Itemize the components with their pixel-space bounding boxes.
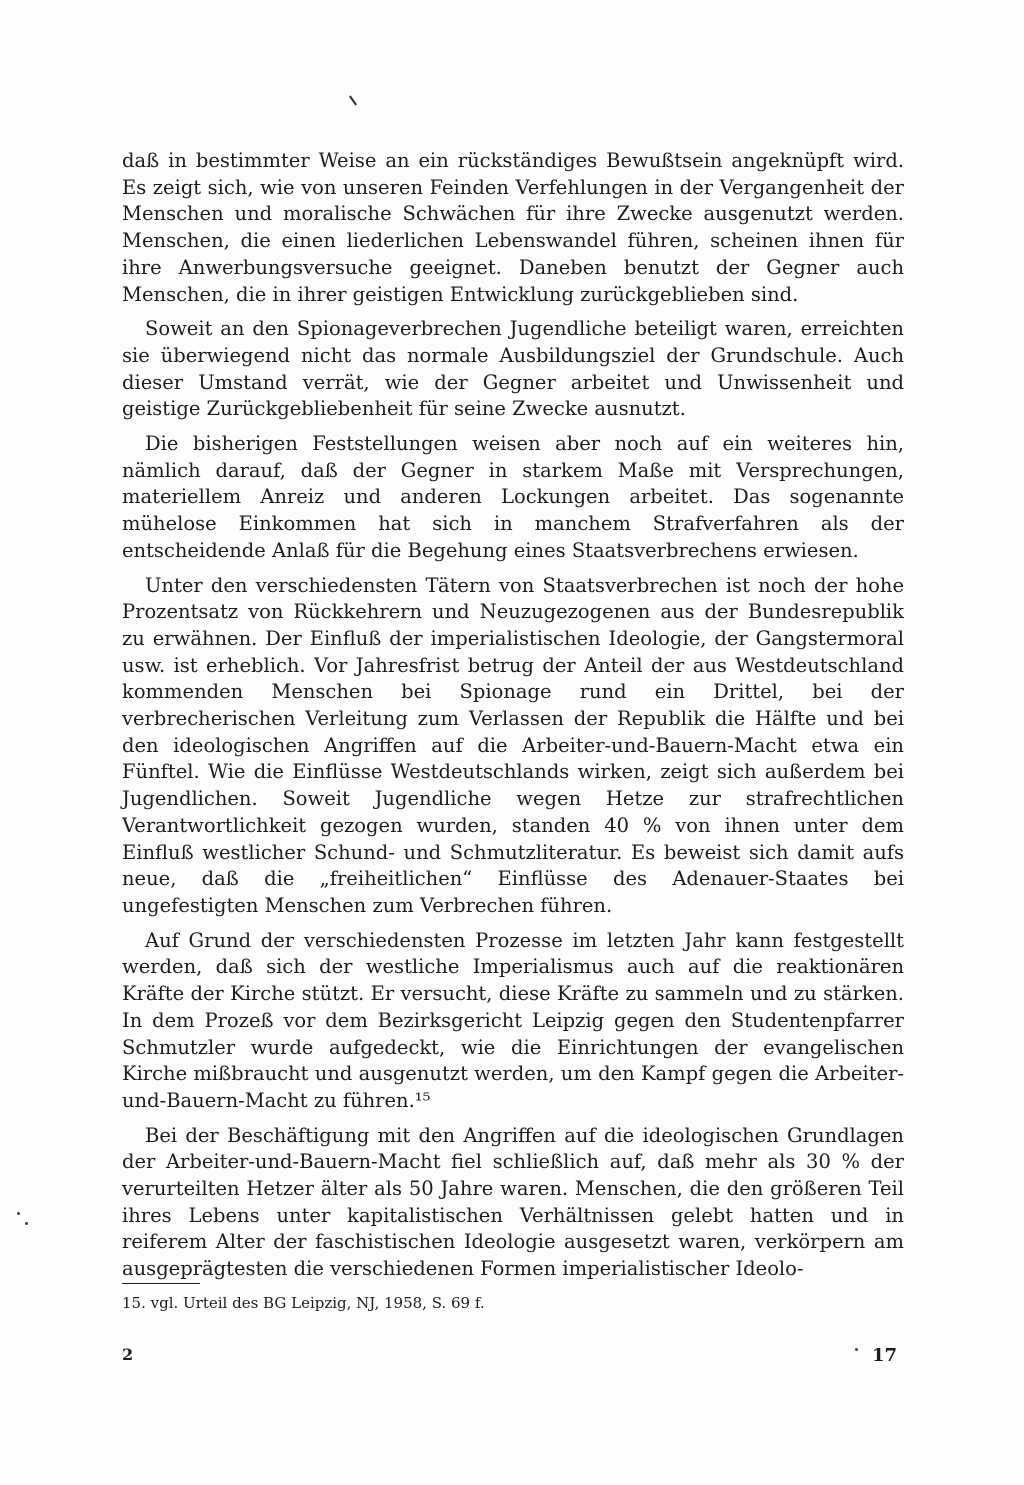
footnote: 15. vgl. Urteil des BG Leipzig, NJ, 1958, S. 69 f. [122, 1294, 485, 1312]
scan-artifact [855, 1348, 858, 1351]
paragraph: Die bisherigen Feststellungen weisen aber noch auf ein weiteres hin, nämlich darauf, daß der Gegner in starkem Maße mit Versprechungen, materiellem Anreiz und anderen Lockungen arbeitet. Das sogenannte mühelose Einkommen hat sich in manchem Strafverfahren als der entscheidende Anlaß für die Begehung eines Staatsverbrechens erwiesen. [122, 432, 904, 562]
paragraph: Auf Grund der verschiedensten Prozesse im letzten Jahr kann festgestellt werden, daß sich der westliche Imperialismus auch auf die reaktionären Kräfte der Kirche stützt. Er versucht, diese Kräfte zu sammeln und zu stärken. In dem Prozeß vor dem Bezirksgericht Leipzig gegen den Studentenpfarrer Schmutzler wurde aufgedeckt, wie die Einrichtungen der evangelischen Kirche mißbraucht und ausgenutzt werden, um den Kampf gegen die Arbeiter-und-Bauern-Macht zu führen.¹⁵ [122, 928, 904, 1112]
scan-artifact [25, 1222, 28, 1225]
signature-mark: 2 [122, 1345, 134, 1364]
paragraph: daß in bestimmter Weise an ein rückständiges Bewußtsein angeknüpft wird. Es zeigt sich, wie von unseren Feinden Verfehlungen in der Vergangenheit der Menschen und moralische Schwächen für ihre Zwecke ausgenutzt werden. Menschen, die einen liederlichen Lebenswandel führen, scheinen ihnen für ihre Anwerbungsversuche geeignet. Daneben benutzt der Gegner auch Menschen, die in ihrer geistigen Entwicklung zurückgeblieben sind. [122, 149, 904, 306]
body-text [122, 148, 904, 1283]
page-number: 17 [872, 1345, 898, 1366]
paragraph: Unter den verschiedensten Tätern von Staatsverbrechen ist noch der hohe Prozentsatz von Rückkehrern und Neuzugezogenen aus der Bundesrepublik zu erwähnen. Der Einfluß der imperialistischen Ideologie, der Gangstermoral usw. ist erheblich. Vor Jahresfrist betrug der Anteil der aus Westdeutschland kommenden Menschen bei Spionage rund ein Drittel, bei der verbrecherischen Verleitung zum Verlassen der Republik die Hälfte und bei den ideologischen Angriffen auf die Arbeiter-und-Bauern-Macht etwa ein Fünftel. Wie die Einflüsse Westdeutschlands wirken, zeigt sich außerdem bei Jugendlichen. Soweit Jugendliche wegen Hetze zur strafrechtlichen Verantwortlichkeit gezogen wurden, standen 40 % von ihnen unter dem Einfluß westlicher Schund- und Schmutzliteratur. Es beweist sich damit aufs neue, daß die „freiheitlichen“ Einflüsse des Adenauer-Staates bei ungefestigten Menschen zum Verbrechen führen. [122, 573, 904, 917]
paragraph: Soweit an den Spionageverbrechen Jugendliche beteiligt waren, erreichten sie überwiegend nicht das normale Ausbildungsziel der Grundschule. Auch dieser Umstand verrät, wie der Gegner arbeitet und Unwissenheit und geistige Zurückgebliebenheit für seine Zwecke ausnutzt. [122, 317, 904, 421]
scan-artifact [17, 1212, 20, 1215]
paragraph: Bei der Beschäftigung mit den Angriffen auf die ideologischen Grundlagen der Arbeiter-und-Bauern-Macht fiel schließlich auf, daß mehr als 30 % der verurteilten Hetzer älter als 50 Jahre waren. Menschen, die den größeren Teil ihres Lebens unter kapitalistischen Verhältnissen gelebt hatten und in reiferem Alter der faschistischen Ideologie ausgesetzt waren, verkörpern am ausgeprägtesten die verschiedenen Formen imperialistischer Ideolo- [122, 1123, 904, 1281]
footnote-divider [122, 1283, 200, 1284]
scan-artifact [349, 95, 357, 105]
